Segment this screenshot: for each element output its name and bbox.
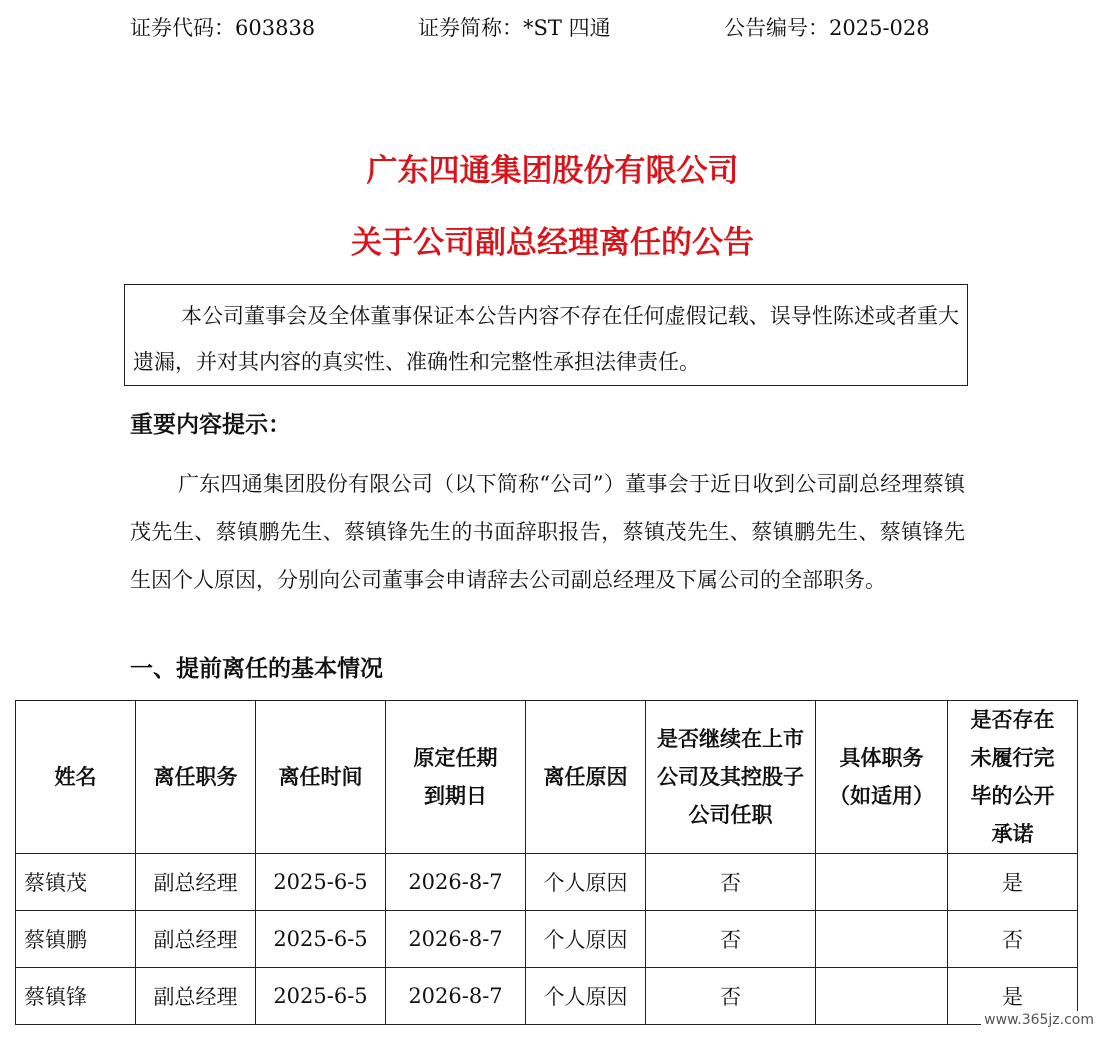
cell-reason: 个人原因 [526,911,646,968]
cell-continue-service: 否 [646,911,816,968]
cell-position: 副总经理 [136,968,256,1025]
cell-position: 副总经理 [136,911,256,968]
cell-departure-date: 2025-6-5 [256,968,386,1025]
section1-heading: 一、提前离任的基本情况 [130,656,383,682]
cell-specific-role [816,854,948,911]
cell-term-end: 2026-8-7 [386,968,526,1025]
header-commitment: 是否存在未履行完毕的公开承诺 [948,701,1078,854]
resignation-table [15,700,1078,1025]
header-specific-role: 具体职务（如适用） [816,701,948,854]
table-header-row [16,701,1078,854]
cell-position: 副总经理 [136,854,256,911]
cell-continue-service: 否 [646,854,816,911]
header-name: 姓名 [16,701,136,854]
announcement-number: 公告编号：2025-028 [724,16,930,40]
important-heading: 重要内容提示： [130,412,291,438]
board-statement-box [124,284,968,386]
table-row [16,968,1078,1025]
cell-departure-date: 2025-6-5 [256,911,386,968]
header-reason: 离任原因 [526,701,646,854]
table-row [16,911,1078,968]
security-code: 证券代码：603838 [130,16,316,40]
cell-continue-service: 否 [646,968,816,1025]
header-position: 离任职务 [136,701,256,854]
important-body: 广东四通集团股份有限公司（以下简称“公司”）董事会于近日收到公司副总经理蔡镇茂先生、蔡镇鹏先生、蔡镇锋先生的书面辞职报告，蔡镇茂先生、蔡镇鹏先生、蔡镇锋先生因个人原因，分别向公司董事会申请辞去公司副总经理及下属公司的全部职务。 [130,472,965,592]
cell-specific-role [816,968,948,1025]
cell-name: 蔡镇鹏 [16,911,136,968]
board-statement: 本公司董事会及全体董事保证本公告内容不存在任何虚假记载、误导性陈述或者重大遗漏，并对其内容的真实性、准确性和完整性承担法律责任。 [133,304,959,374]
cell-commitment: 是 [948,854,1078,911]
cell-reason: 个人原因 [526,854,646,911]
cell-commitment: 否 [948,911,1078,968]
header-continue-service: 是否继续在上市公司及其控股子公司任职 [646,701,816,854]
header-term-end: 原定任期到期日 [386,701,526,854]
announcement-title: 关于公司副总经理离任的公告 [351,225,754,261]
cell-name: 蔡镇茂 [16,854,136,911]
cell-term-end: 2026-8-7 [386,911,526,968]
header-departure-date: 离任时间 [256,701,386,854]
security-abbreviation: 证券简称：*ST 四通 [418,16,611,40]
cell-reason: 个人原因 [526,968,646,1025]
cell-name: 蔡镇锋 [16,968,136,1025]
watermark: www.365jz.com [981,1011,1097,1029]
cell-commitment: 是 [948,968,1078,1025]
cell-departure-date: 2025-6-5 [256,854,386,911]
cell-specific-role [816,911,948,968]
company-title: 广东四通集团股份有限公司 [366,153,739,189]
cell-term-end: 2026-8-7 [386,854,526,911]
table-row [16,854,1078,911]
